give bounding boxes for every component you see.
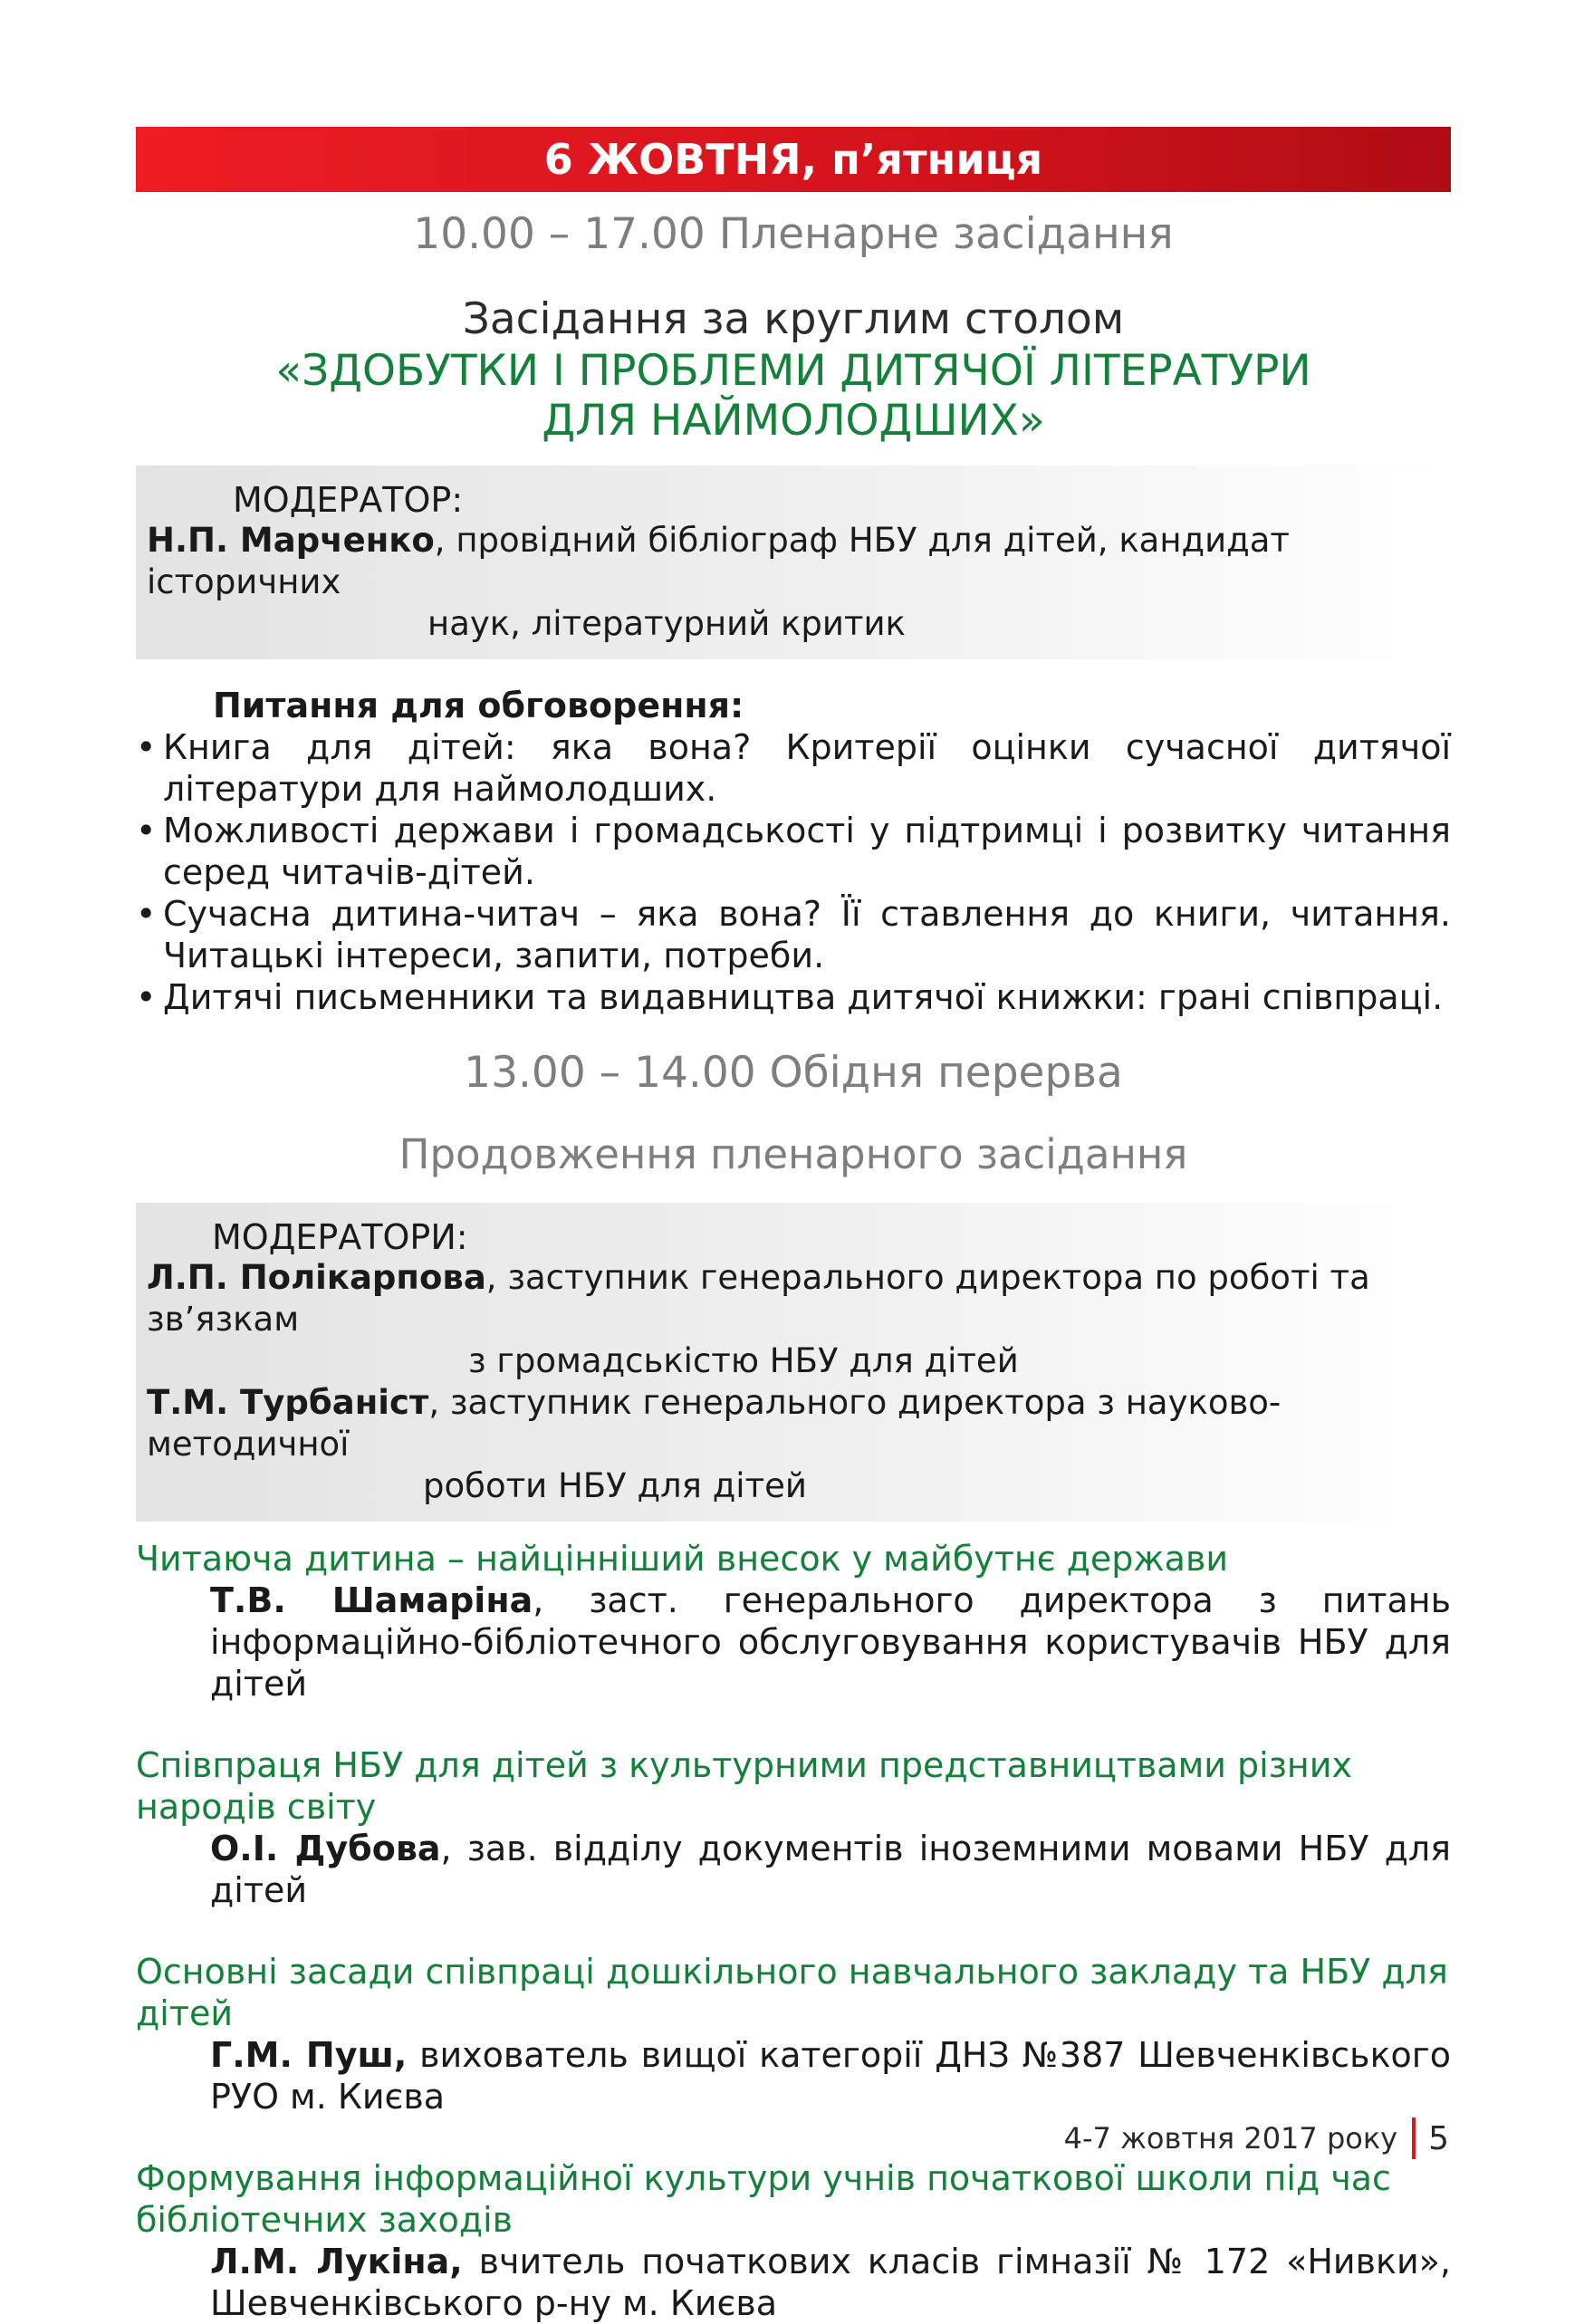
- moderator-desc-cont: наук, літературний критик: [427, 604, 906, 643]
- bullet-icon: •: [136, 727, 157, 767]
- discussion-list: [136, 726, 1451, 1018]
- list-item: [136, 810, 1451, 893]
- speaker-name: Л.М. Лукіна,: [210, 2242, 463, 2281]
- roundtable-heading: Засідання за круглим столом: [462, 294, 1125, 344]
- bullet-icon: •: [136, 894, 157, 934]
- program-page: [136, 127, 1451, 2324]
- moderator-entry: [147, 520, 1438, 645]
- moderator-name: Л.П. Полікарпова: [147, 1258, 486, 1297]
- discussion-heading: Питання для обговорення:: [213, 686, 744, 725]
- moderator-entry: [147, 1382, 1438, 1507]
- list-item: [136, 726, 1451, 810]
- moderator-desc-cont: з громадськістю НБУ для дітей: [468, 1341, 1019, 1380]
- speaker-name: О.І. Дубова: [210, 1829, 441, 1868]
- discussion-item-3: Сучасна дитина-читач – яка вона? Її ставлення до книги, читання. Читацькі інтереси, запити, потреби.: [163, 894, 1451, 975]
- talk-item: [136, 1538, 1451, 1705]
- roundtable-title-line-1: «ЗДОБУТКИ І ПРОБЛЕМИ ДИТЯЧОЇ ЛІТЕРАТУРИ: [275, 346, 1311, 396]
- talk-speaker: [136, 1828, 1451, 1911]
- talk-title: Співпраця НБУ для дітей з культурними представництвами різних народів світу: [136, 1745, 1352, 1827]
- speaker-role: вихователь вищої категорії ДНЗ №387 Шевченківського РУО м. Києва: [210, 2035, 1451, 2117]
- talk-title: Читаюча дитина – найцінніший внесок у майбутнє держави: [136, 1539, 1229, 1579]
- moderator-desc: , провідний бібліограф НБУ для дітей, кандидат історичних: [147, 521, 1290, 601]
- plenary-session-time: 10.00 – 17.00 Пленарне засідання: [413, 209, 1174, 259]
- talk-speaker: [136, 1580, 1451, 1705]
- day-banner: 6 ЖОВТНЯ, п’ятниця: [136, 127, 1451, 192]
- page-number: 5: [1428, 2119, 1449, 2157]
- moderator-name: Н.П. Марченко: [147, 521, 435, 560]
- talk-title: Основні засади співпраці дошкільного навчального закладу та НБУ для дітей: [136, 1952, 1448, 2033]
- speaker-name: Т.В. Шамаріна: [210, 1580, 533, 1620]
- moderators-box: [136, 1203, 1451, 1522]
- list-item: [136, 893, 1451, 976]
- talk-item: [136, 1744, 1451, 1911]
- speaker-role: вчитель початкових класів гімназії № 172 «Нивки», Шевченківського р-ну м. Києва: [210, 2242, 1451, 2323]
- roundtable-title-line-2: ДЛЯ НАЙМОЛОДШИХ»: [542, 396, 1045, 446]
- talk-speaker: [136, 2034, 1451, 2118]
- moderator-name: Т.М. Турбаніст: [147, 1383, 429, 1422]
- list-item: [136, 976, 1451, 1018]
- speaker-role: , заст. генерального директора з питань інформаційно-бібліотечного обслуговування користувачів НБУ для дітей: [210, 1580, 1451, 1704]
- footer-divider: [1412, 2118, 1416, 2159]
- moderator-desc: , заступник генерального директора по роботі та зв’язкам: [147, 1258, 1370, 1339]
- moderator-box: [136, 466, 1451, 659]
- page-footer: [1042, 2118, 1449, 2165]
- talk-item: [136, 2157, 1451, 2324]
- moderator-desc-cont: роботи НБУ для дітей: [423, 1466, 807, 1505]
- moderators-label: МОДЕРАТОРИ:: [212, 1217, 468, 1257]
- moderator-label: МОДЕРАТОР:: [233, 480, 464, 520]
- talk-item: [136, 1951, 1451, 2118]
- talk-speaker: [136, 2241, 1451, 2324]
- footer-dates: 4-7 жовтня 2017 року: [1063, 2121, 1398, 2156]
- moderator-desc: , заступник генерального директора з науково-методичної: [147, 1383, 1282, 1464]
- speaker-role: , зав. відділу документів іноземними мовами НБУ для дітей: [210, 1829, 1451, 1910]
- bullet-icon: •: [136, 977, 157, 1017]
- discussion-block: [136, 685, 1451, 1018]
- roundtable-block: [136, 293, 1451, 446]
- discussion-item-2: Можливості держави і громадськості у підтримці і розвитку читання серед читачів-дітей.: [163, 811, 1451, 892]
- bullet-icon: •: [136, 811, 157, 850]
- moderator-entry: [147, 1257, 1438, 1382]
- speaker-name: Г.М. Пуш,: [210, 2035, 408, 2075]
- talk-title: Формування інформаційної культури учнів початкової школи під час бібліотечних заходів: [136, 2158, 1391, 2240]
- discussion-item-1: Книга для дітей: яка вона? Критерії оцінки сучасної дитячої літератури для наймолодших.: [163, 727, 1451, 809]
- lunch-break-time: 13.00 – 14.00 Обідня перерва: [464, 1048, 1123, 1098]
- discussion-item-4: Дитячі письменники та видавництва дитячої книжки: грані співпраці.: [163, 977, 1444, 1017]
- plenary-continuation: Продовження пленарного засідання: [398, 1130, 1188, 1178]
